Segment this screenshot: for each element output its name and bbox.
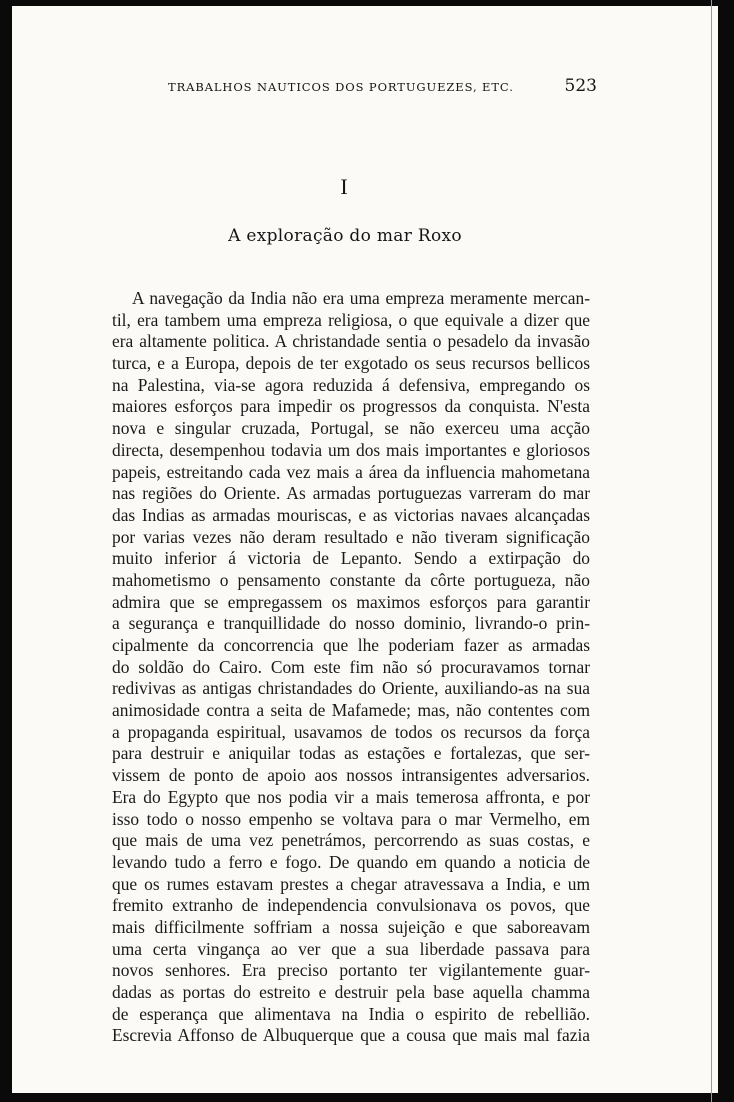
text-line: animosidade contra a seita de Mafamede; mas, não contentes com <box>112 700 590 721</box>
text-line: til, era tambem uma empreza religiosa, o que equivale a dizer que <box>112 309 590 330</box>
text-line: que os rumes estavam prestes a chegar atravessava a India, e um <box>112 873 590 894</box>
text-line: na Palestina, via-se agora reduzida á defensiva, empregando os <box>112 374 590 395</box>
text-line: directa, desempenhou todavia um dos mais importantes e gloriosos <box>112 439 590 460</box>
text-line: novos senhores. Era preciso portanto ter vigilantemente guar- <box>112 960 590 981</box>
text-line: era altamente politica. A christandade sentia o pesadelo da invasão <box>112 331 590 352</box>
text-line: admira que se empregassem os maximos esforços para garantir <box>112 591 590 612</box>
text-line: mahometismo o pensamento constante da côrte portugueza, não <box>112 569 590 590</box>
section-numeral: I <box>340 174 348 199</box>
text-line: a propaganda espiritual, usavamos de todos os recursos da força <box>112 721 590 742</box>
scan-border-left <box>0 0 12 1102</box>
text-line: para destruir e aniquilar todas as estações e fortalezas, que ser- <box>112 743 590 764</box>
text-line: por varias vezes não deram resultado e não tiveram significação <box>112 526 590 547</box>
text-line: turca, e a Europa, depois de ter exgotado os seus recursos bellicos <box>112 353 590 374</box>
text-line: nova e singular cruzada, Portugal, se não exerceu uma acção <box>112 418 590 439</box>
section-title: A exploração do mar Roxo <box>228 226 462 246</box>
text-line: das Indias as armadas mouriscas, e as victorias navaes alcançadas <box>112 504 590 525</box>
running-head: TRABALHOS NAUTICOS DOS PORTUGUEZES, ETC. <box>168 80 514 94</box>
text-line: A navegação da India não era uma empreza meramente mercan- <box>132 288 590 308</box>
text-line: maiores esforços para impedir os progressos da conquista. N'esta <box>112 396 590 417</box>
text-line: Escrevia Affonso de Albuquerque que a cousa que mais mal fazia <box>112 1025 590 1046</box>
text-line: dadas as portas do estreito e destruir pela base aquella chamma <box>112 982 590 1002</box>
text-line: uma certa vingança ao ver que a sua liberdade passava para <box>112 938 590 959</box>
body-paragraph <box>112 288 590 1047</box>
page-number: 523 <box>564 76 597 96</box>
text-line: de esperança que alimentava na India o espirito de rebellião. <box>112 1003 590 1024</box>
text-line: que mais de uma vez penetrámos, percorrendo as suas costas, e <box>112 830 590 851</box>
text-line: nas regiões do Oriente. As armadas portuguezas varreram do mar <box>112 483 590 504</box>
scan-border-top <box>0 0 734 6</box>
text-line: fremito extranho de independencia convulsionava os povos, que <box>112 895 590 916</box>
text-line: vissem de ponto de apoio aos nossos intransigentes adversarios. <box>112 765 590 786</box>
scan-border-right <box>718 0 734 1102</box>
text-line: papeis, estreitando cada vez mais a área da influencia mahometana <box>112 461 590 482</box>
text-line: levando tudo a ferro e fogo. De quando em quando a noticia de <box>112 851 590 872</box>
text-line: a segurança e tranquillidade do nosso dominio, livrando-o prin- <box>112 613 590 634</box>
text-line: muito inferior á victoria de Lepanto. Sendo a extirpação do <box>112 548 590 569</box>
text-line: cipalmente da concorrencia que lhe poderiam fazer as armadas <box>112 635 590 655</box>
text-line: redivivas as antigas christandades do Oriente, auxiliando-as na sua <box>112 678 590 699</box>
text-line: Era do Egypto que nos podia vir a mais temerosa affronta, e por <box>112 786 590 807</box>
text-line: mais difficilmente soffriam a nossa sujeição e que saboreavam <box>112 916 590 937</box>
text-line: do soldão do Cairo. Com este fim não só procuravamos tornar <box>112 656 590 677</box>
scan-border-bottom <box>0 1093 734 1102</box>
text-line: isso todo o nosso empenho se voltava para o mar Vermelho, em <box>112 808 590 829</box>
scan-edge-line <box>711 0 712 1102</box>
